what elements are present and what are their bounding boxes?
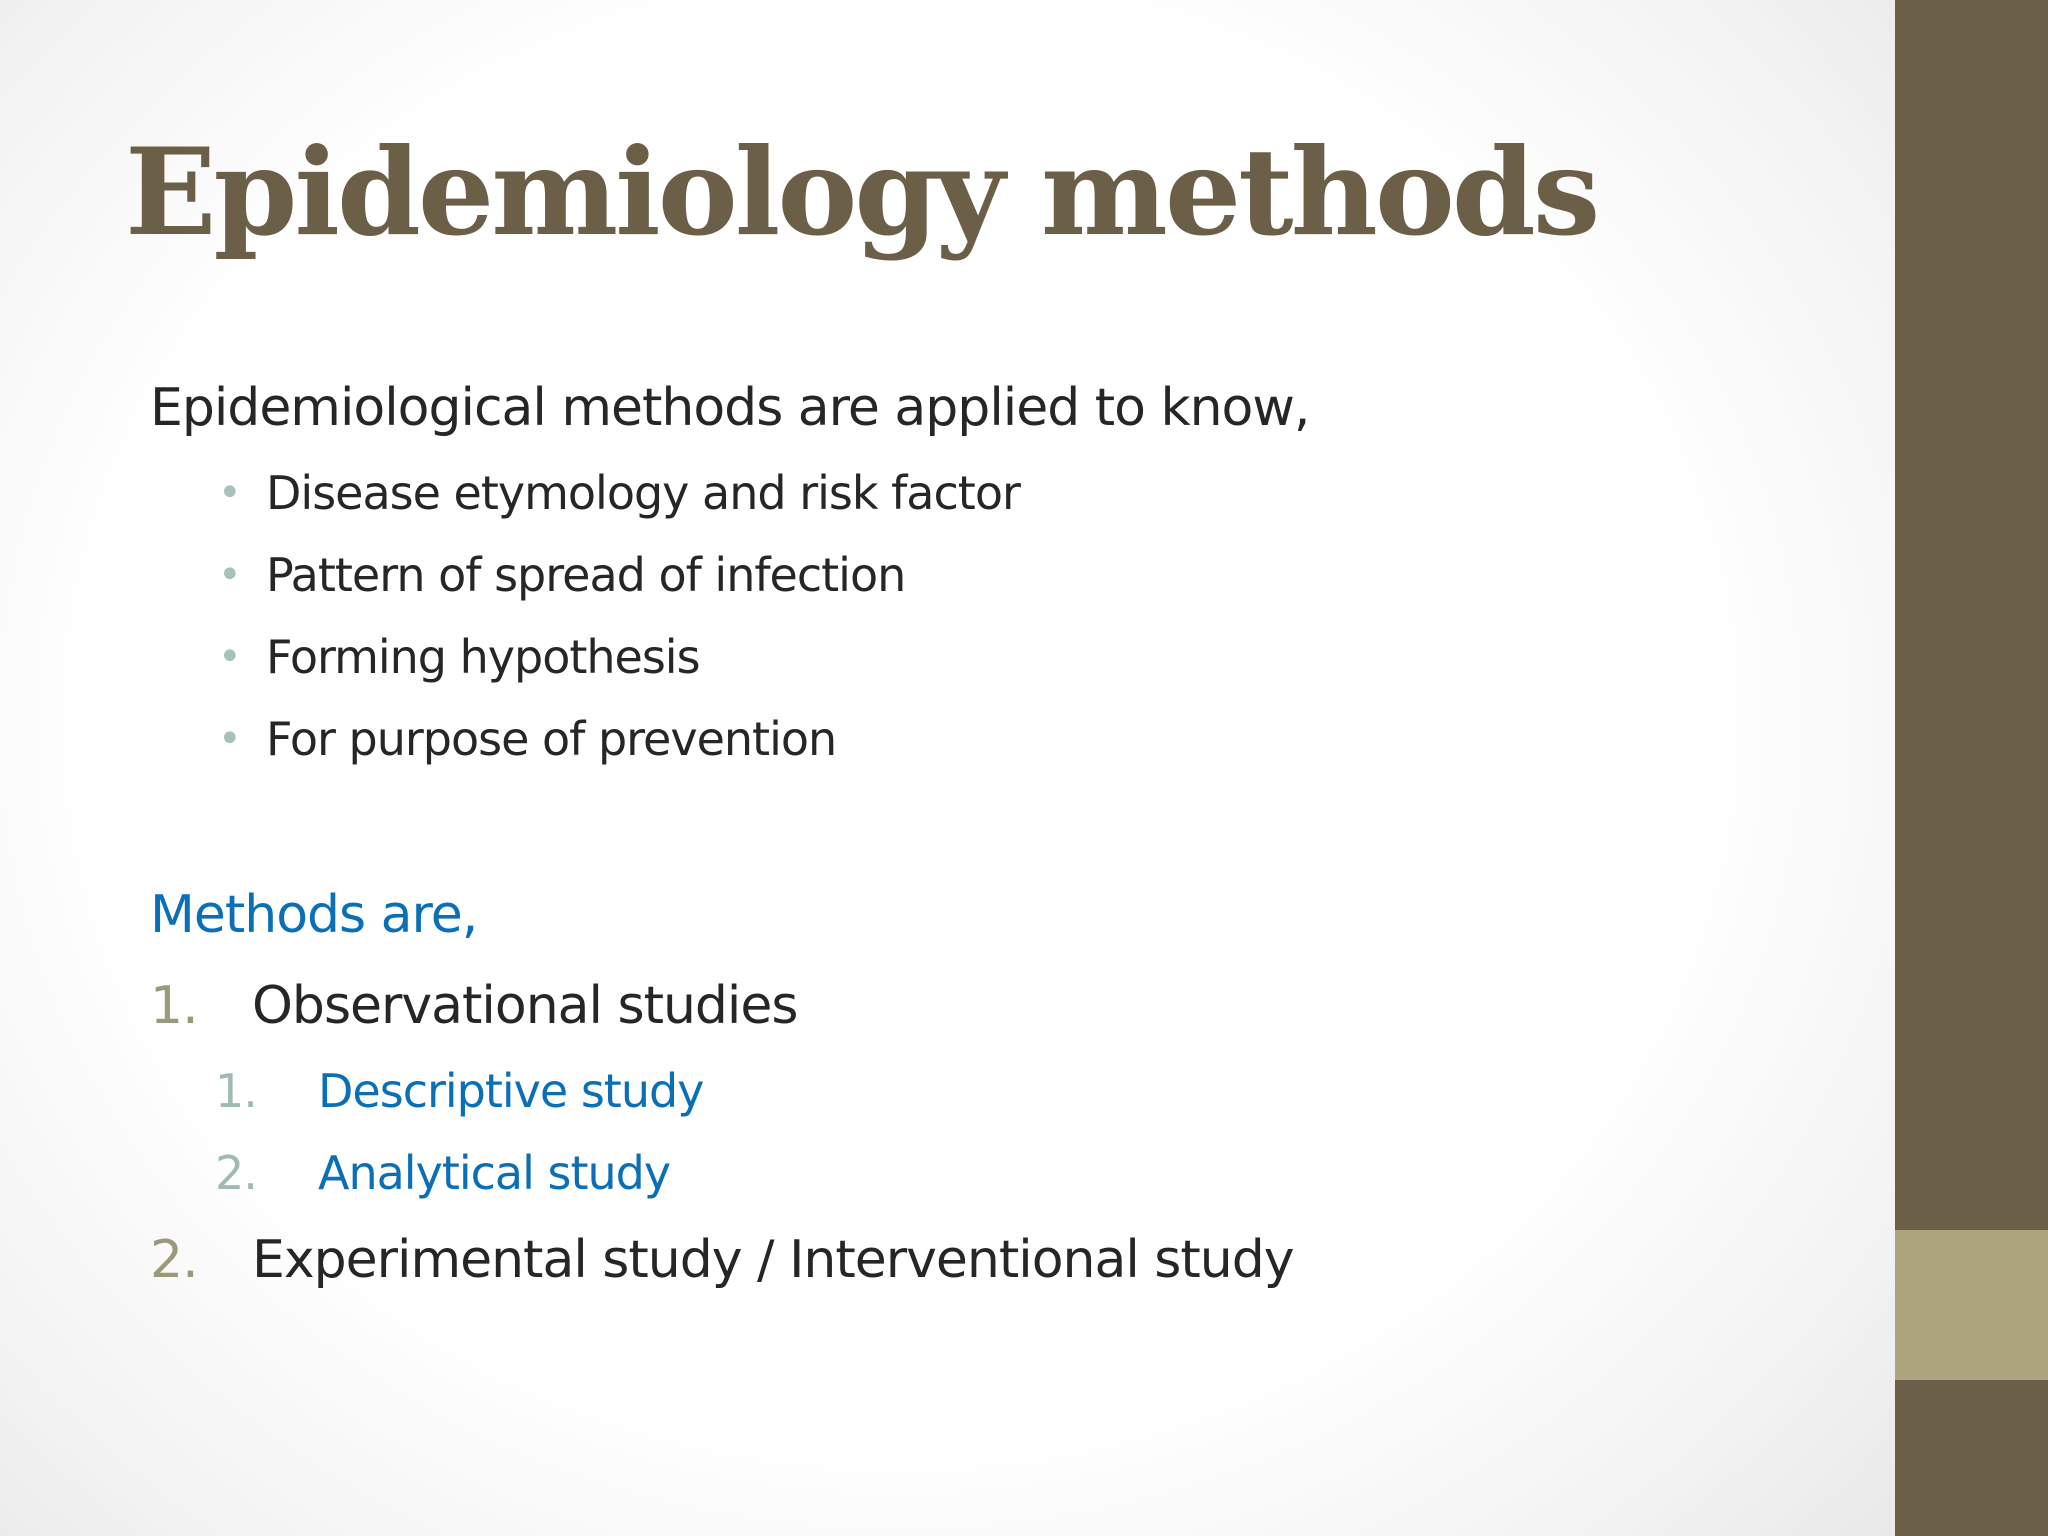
- method-label: Observational studies: [252, 976, 798, 1036]
- method-label: Experimental study / Interventional study: [252, 1230, 1294, 1290]
- intro-text: Epidemiological methods are applied to know,: [150, 378, 1310, 438]
- side-bar-accent: [1895, 1230, 2048, 1380]
- sub-method-number: 2.: [215, 1146, 257, 1200]
- bullet-icon: •: [218, 470, 241, 516]
- slide-title: Epidemiology methods: [125, 122, 1598, 263]
- bullet-text: Forming hypothesis: [266, 630, 700, 684]
- methods-heading: Methods are,: [150, 885, 478, 945]
- bullet-icon: •: [218, 716, 241, 762]
- sub-method-label: Analytical study: [318, 1146, 671, 1200]
- bullet-text: Disease etymology and risk factor: [266, 466, 1020, 520]
- sub-method-number: 1.: [215, 1064, 257, 1118]
- bullet-icon: •: [218, 634, 241, 680]
- bullet-icon: •: [218, 552, 241, 598]
- sub-method-label: Descriptive study: [318, 1064, 704, 1118]
- bullet-text: For purpose of prevention: [266, 712, 837, 766]
- method-number: 2.: [150, 1230, 198, 1290]
- bullet-text: Pattern of spread of infection: [266, 548, 906, 602]
- method-number: 1.: [150, 976, 198, 1036]
